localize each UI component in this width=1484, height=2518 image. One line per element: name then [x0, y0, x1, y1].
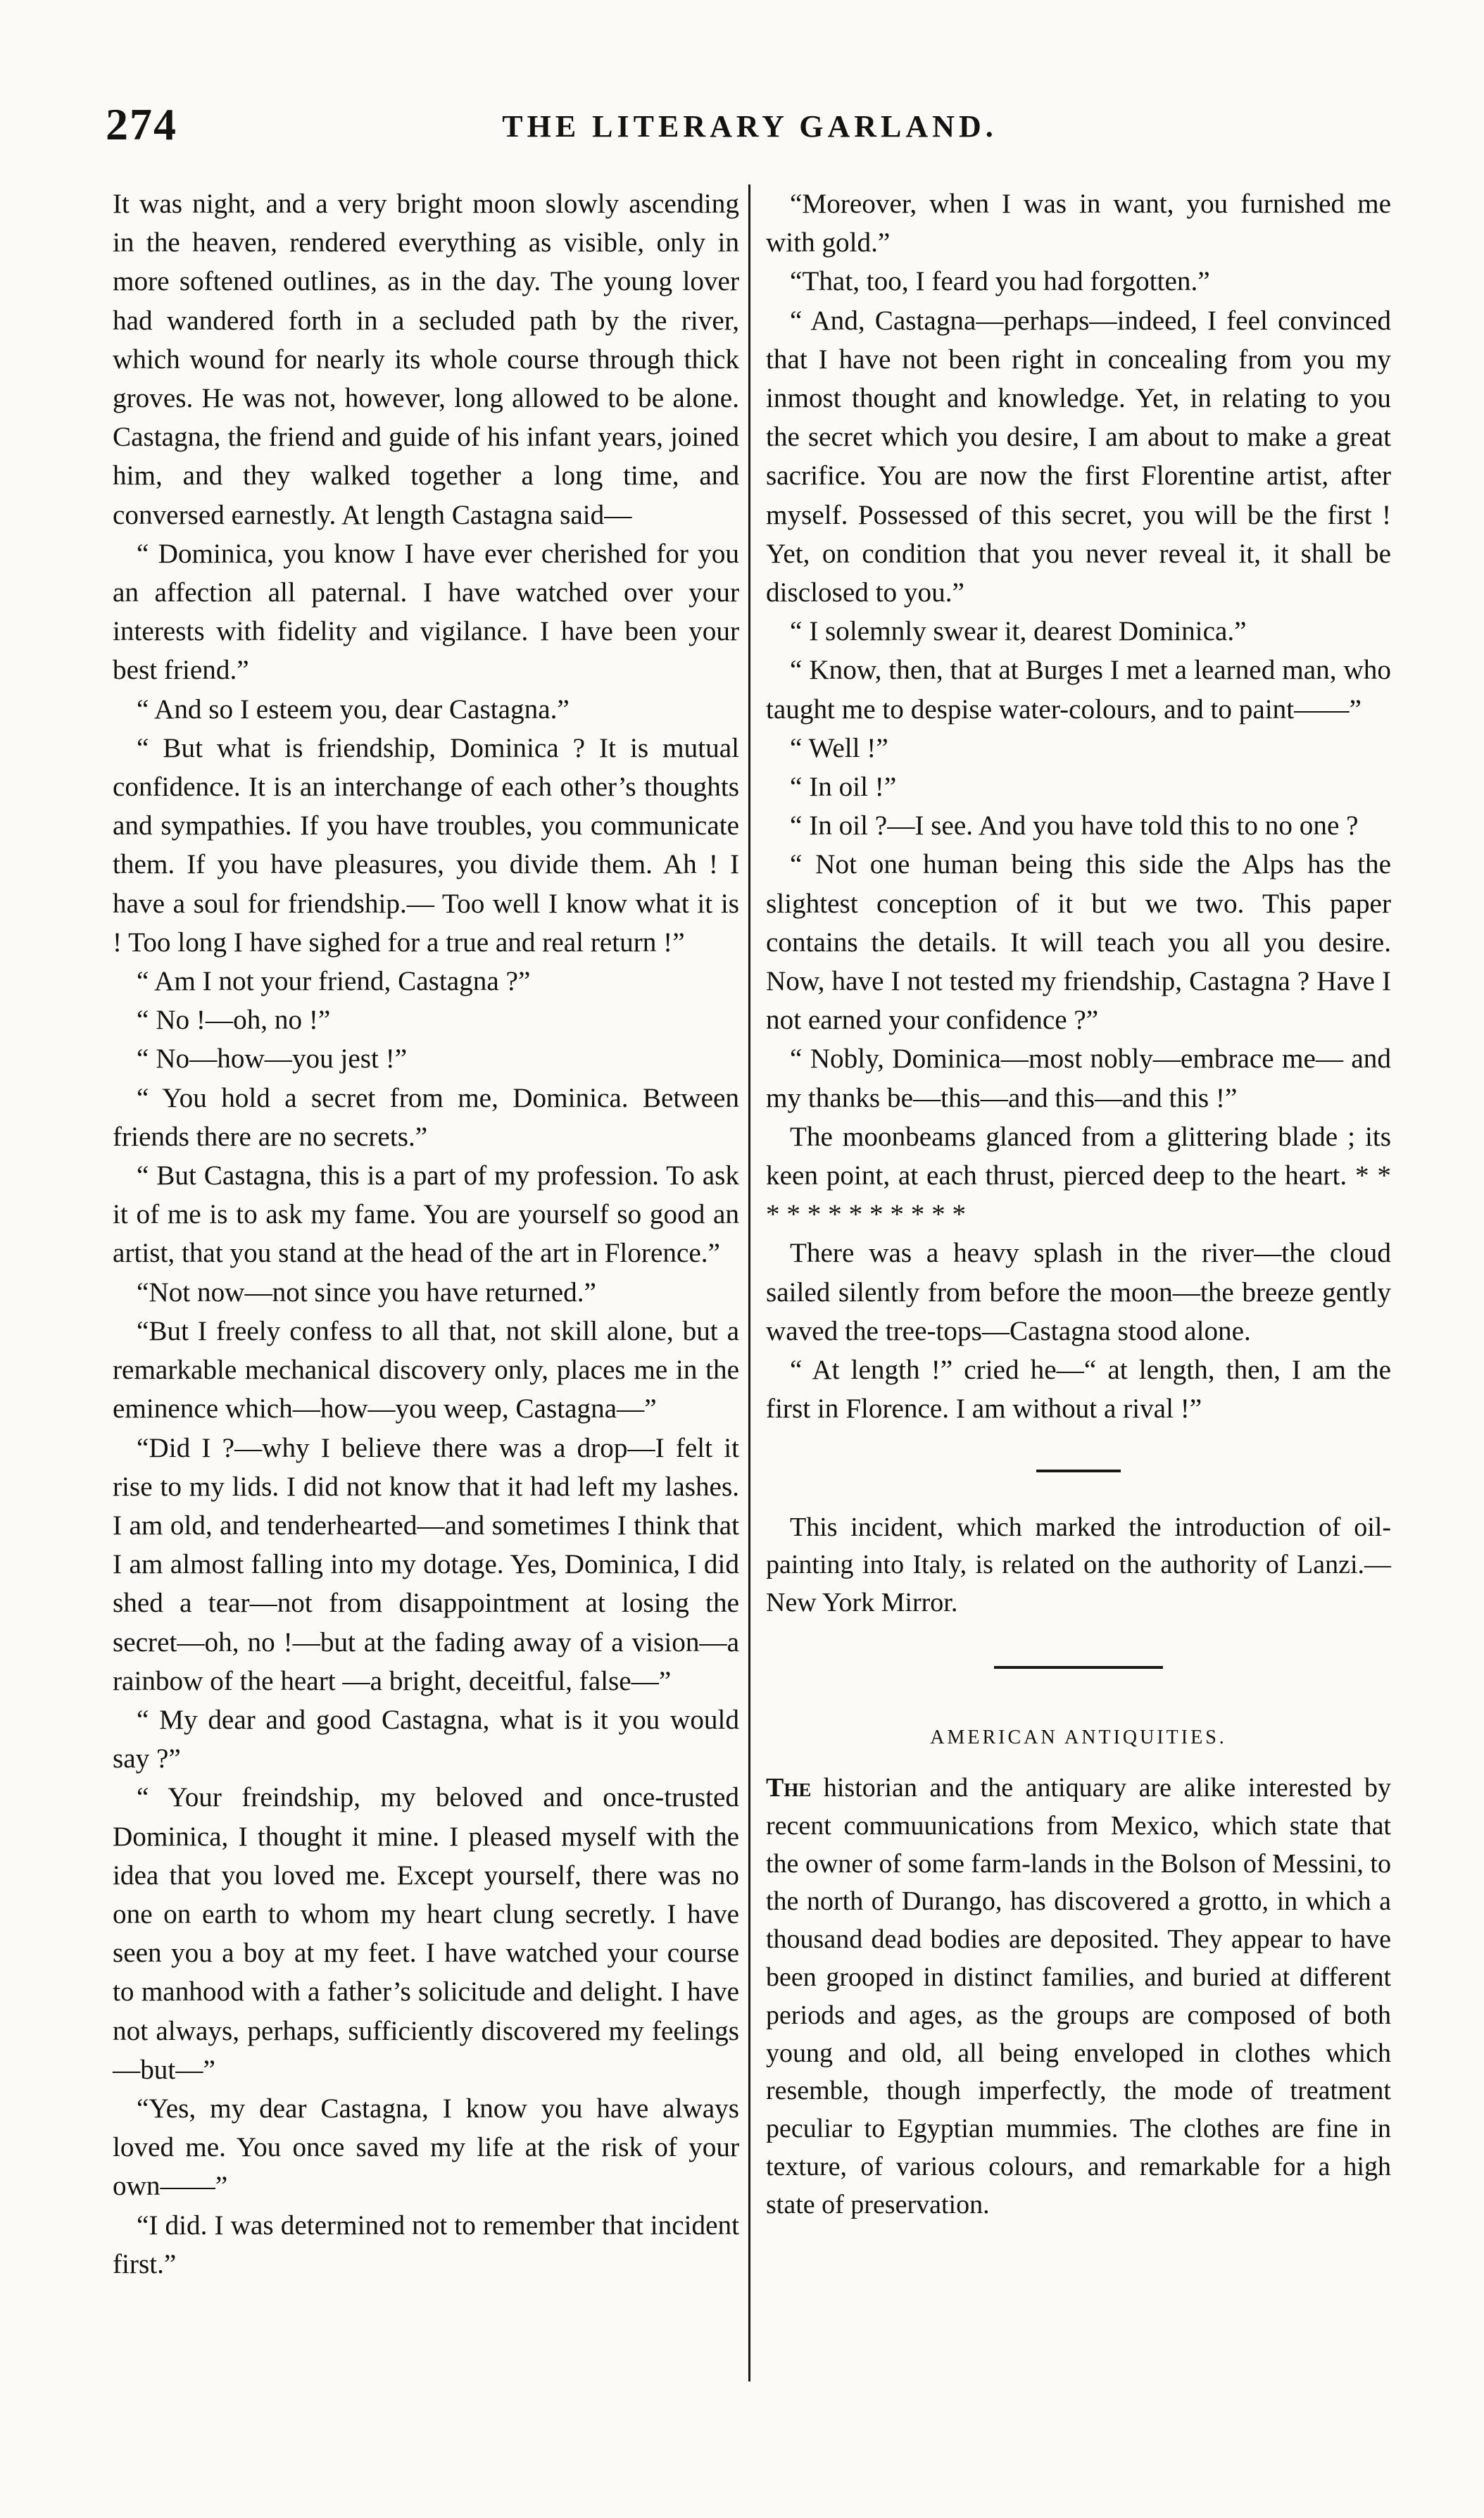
paragraph: “ No !—oh, no !” [137, 1005, 331, 1036]
right-column [766, 184, 1391, 2224]
paragraph: “ My dear and good Castagna, what is it you would say ?” [113, 1704, 739, 1774]
paragraph: “ Not one human being this side the Alps has the slightest conception of it but we two. This paper contains the details. It will teach you all you desire. Now, have I not tested my friendship, Castagna ? Have I not earned your confidence ?” [766, 849, 1391, 1036]
paragraph: The moonbeams glanced from a glittering blade ; its keen point, at each thrust, pierced deep to the heart. * * * * * * * * * * * * [766, 1121, 1391, 1230]
paragraph: It was night, and a very bright moon slowly ascending in the heaven, rendered everything as visible, only in more softened outlines, as in the day. The young lover had wandered forth in a secluded path by the river, which wound for nearly its whole course through thick groves. He was not, however, long allowed to be alone. Castagna, the friend and guide of his infant years, joined him, and they walked together a long time, and conversed earnestly. At length Castagna said— [113, 189, 739, 530]
paragraph: “ No—how—you jest !” [137, 1044, 408, 1075]
paragraph: “Not now—not since you have returned.” [137, 1277, 596, 1308]
paragraph: “That, too, I feard you had forgotten.” [790, 266, 1210, 297]
paragraph: “ In oil !” [790, 772, 897, 803]
paragraph: “ Your freindship, my beloved and once-trusted Dominica, I thought it mine. I pleased myself with the idea that you loved me. Except yourself, there was no one on earth to whom my heart clung secretly. I have seen you a boy at my feet. I have watched your course to manhood with a father’s solicitude and delight. I have not always, perhaps, sufficiently discovered my feelings—but—” [113, 1782, 739, 2085]
source-note: This incident, which marked the introduction of oil-painting into Italy, is related on the authority of Lanzi.—New York Mirror. [766, 1512, 1391, 1618]
running-title: THE LITERARY GARLAND. [502, 109, 998, 144]
paragraph: “ And, Castagna—perhaps—indeed, I feel convinced that I have not been right in concealing from you my inmost thought and knowledge. Yet, in relating to you the secret which you desire, I am about to make a great sacrifice. You are now the first Florentine artist, after myself. Possessed of this secret, you will be the first ! Yet, on condition that you never reveal it, it shall be disclosed to you.” [766, 305, 1391, 608]
paragraph: “ Am I not your friend, Castagna ?” [137, 966, 531, 997]
paragraph: “Yes, my dear Castagna, I know you have always loved me. You once saved my life at the risk of your own——” [113, 2093, 739, 2202]
section-title: AMERICAN ANTIQUITIES. [930, 1726, 1227, 1748]
section-text: historian and the antiquary are alike interested by recent commuunications from Mexico, which state that the owner of some farm-lands in the Bolson of Messini, to the north of Durango, has discovered a grotto, in which a thousand dead bodies are deposited. They appear to have been grooped in distinct families, and buried at different periods and ages, as the groups are composed of both young and old, all being enveloped in clothes which resemble, though imperfectly, the mode of treatment peculiar to Egyptian mummies. The clothes are fine in texture, of various colours, and remarkable for a high state of preservation. [766, 1773, 1391, 2219]
page-number: 274 [106, 99, 177, 149]
paragraph: “I did. I was determined not to remember that incident first.” [113, 2210, 739, 2279]
section-paragraph [766, 1770, 1391, 2224]
separator-rule [994, 1666, 1163, 1669]
column-divider [748, 184, 750, 2381]
page-header [106, 99, 1394, 155]
paragraph: “But I freely confess to all that, not skill alone, but a remarkable mechanical discovery only, places me in the eminence which—how—you weep, Castagna—” [113, 1315, 739, 1424]
left-column [113, 184, 739, 2284]
paragraph: “ Well !” [790, 732, 888, 763]
paragraph: “ In oil ?—I see. And you have told this to no one ? [790, 810, 1359, 841]
paragraph: There was a heavy splash in the river—the cloud sailed silently from before the moon—the breeze gently waved the tree-tops—Castagna stood alone. [766, 1238, 1391, 1346]
paragraph: “ Nobly, Dominica—most nobly—embrace me— and my thanks be—this—and this—and this !” [766, 1044, 1391, 1113]
paragraph: “Moreover, when I was in want, you furnished me with gold.” [766, 189, 1391, 258]
paragraph: “ And so I esteem you, dear Castagna.” [137, 694, 570, 725]
lead-word: The [766, 1773, 812, 1803]
paragraph: “ Dominica, you know I have ever cherished for you an affection all paternal. I have watched over your interests with fidelity and vigilance. I have been your best friend.” [113, 538, 739, 686]
paragraph: “ At length !” cried he—“ at length, then, I am the first in Florence. I am without a rival !” [766, 1355, 1391, 1424]
paragraph: “ But what is friendship, Dominica ? It is mutual confidence. It is an interchange of each other’s thoughts and sympathies. If you have troubles, you communicate them. If you have pleasures, you divide them. Ah ! I have a soul for friendship.— Too well I know what it is ! Too long I have sighed for a true and real return !” [113, 732, 739, 958]
paragraph: “ But Castagna, this is a part of my profession. To ask it of me is to ask my fame. You are yourself so good an artist, that you stand at the head of the art in Florence.” [113, 1160, 739, 1269]
separator-rule [1036, 1470, 1121, 1472]
paragraph: “ Know, then, that at Burges I met a learned man, who taught me to despise water-colours, and to paint——” [766, 655, 1391, 725]
paragraph: “Did I ?—why I believe there was a drop—I felt it rise to my lids. I did not know that it had left my lashes. I am old, and tenderhearted—and sometimes I think that I am almost falling into my dotage. Yes, Dominica, I did shed a tear—not from disappointment at losing the secret—oh, no !—but at the fading away of a vision—a rainbow of the heart —a bright, deceitful, false—” [113, 1432, 739, 1696]
paragraph: “ You hold a secret from me, Dominica. Between friends there are no secrets.” [113, 1082, 739, 1152]
paragraph: “ I solemnly swear it, dearest Dominica.” [790, 616, 1247, 647]
